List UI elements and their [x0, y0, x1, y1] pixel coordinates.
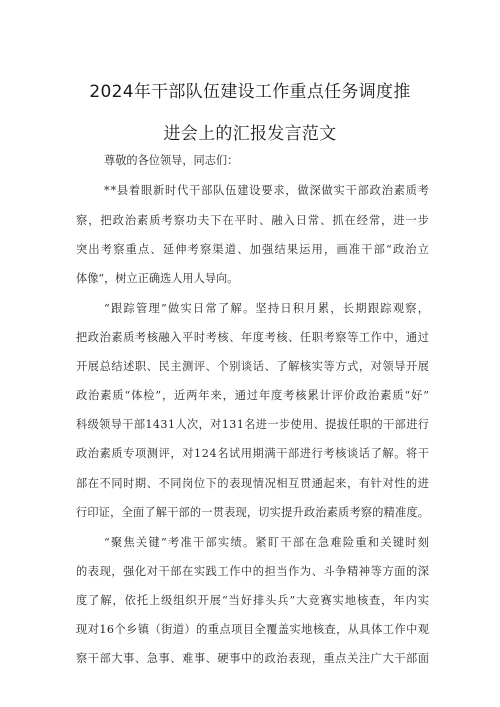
paragraph-line: 政治素质“体检”，近两年来，通过年度考核累计评价政治素质“好”	[76, 389, 430, 402]
paragraph-line: 开展总结述职、民主测评、个别谈话、了解核实等方式，对领导开展	[76, 360, 430, 373]
salutation: 尊敬的各位领导，同志们：	[104, 154, 239, 167]
paragraph-line: 体像“，树立正确选人用人导向。	[76, 272, 239, 285]
paragraph-line: 突出考察重点、延伸考察渠道、加强结果运用，画准干部“政治立	[76, 243, 431, 256]
paragraph-line: 部在不同时期、不同岗位下的表现情况相互贯通起来，有针对性的进	[76, 477, 430, 490]
paragraph-line: **县着眼新时代干部队伍建设要求，做深做实干部政治素质考	[104, 184, 430, 197]
paragraph-line: “聚焦关键”考准干部实绩。紧盯干部在急难险重和关键时刻	[104, 536, 431, 549]
paragraph-line: “跟踪管理”做实日常了解。坚持日积月累，长期跟踪观察，	[104, 302, 431, 315]
paragraph-line: 察，把政治素质考察功夫下在平时、融入日常、抓在经常，进一步	[76, 214, 431, 227]
paragraph-line: 行印证，全面了解干部的一贯表现，切实提升政治素质考察的精准度。	[76, 506, 430, 519]
document-title-line-2: 进会上的汇报发言范文	[163, 124, 337, 144]
document-title-line-1: 2024年干部队伍建设工作重点任务调度推	[89, 82, 411, 102]
paragraph-line: 把政治素质考核融入平时考核、年度考核、任职考察等工作中，通过	[76, 331, 430, 344]
paragraph-line: 察干部大事、急事、难事、硬事中的政治表现，重点关注广大干部面	[76, 652, 430, 665]
paragraph-line: 科级领导干部1431人次，对131名进一步使用、提拔任职的干部进行	[76, 418, 430, 431]
paragraph-line: 政治素质专项测评，对124名试用期满干部进行考核谈话了解。将干	[76, 447, 430, 460]
paragraph-line: 度了解，依托上级组织开展“当好排头兵”大竞赛实地核查，年内实	[76, 594, 430, 607]
paragraph-line: 的表现，强化对干部在实践工作中的担当作为、斗争精神等方面的深	[76, 565, 430, 578]
paragraph-line: 现对16个乡镇（街道）的重点项目全覆盖实地核查，从具体工作中观	[76, 623, 430, 636]
